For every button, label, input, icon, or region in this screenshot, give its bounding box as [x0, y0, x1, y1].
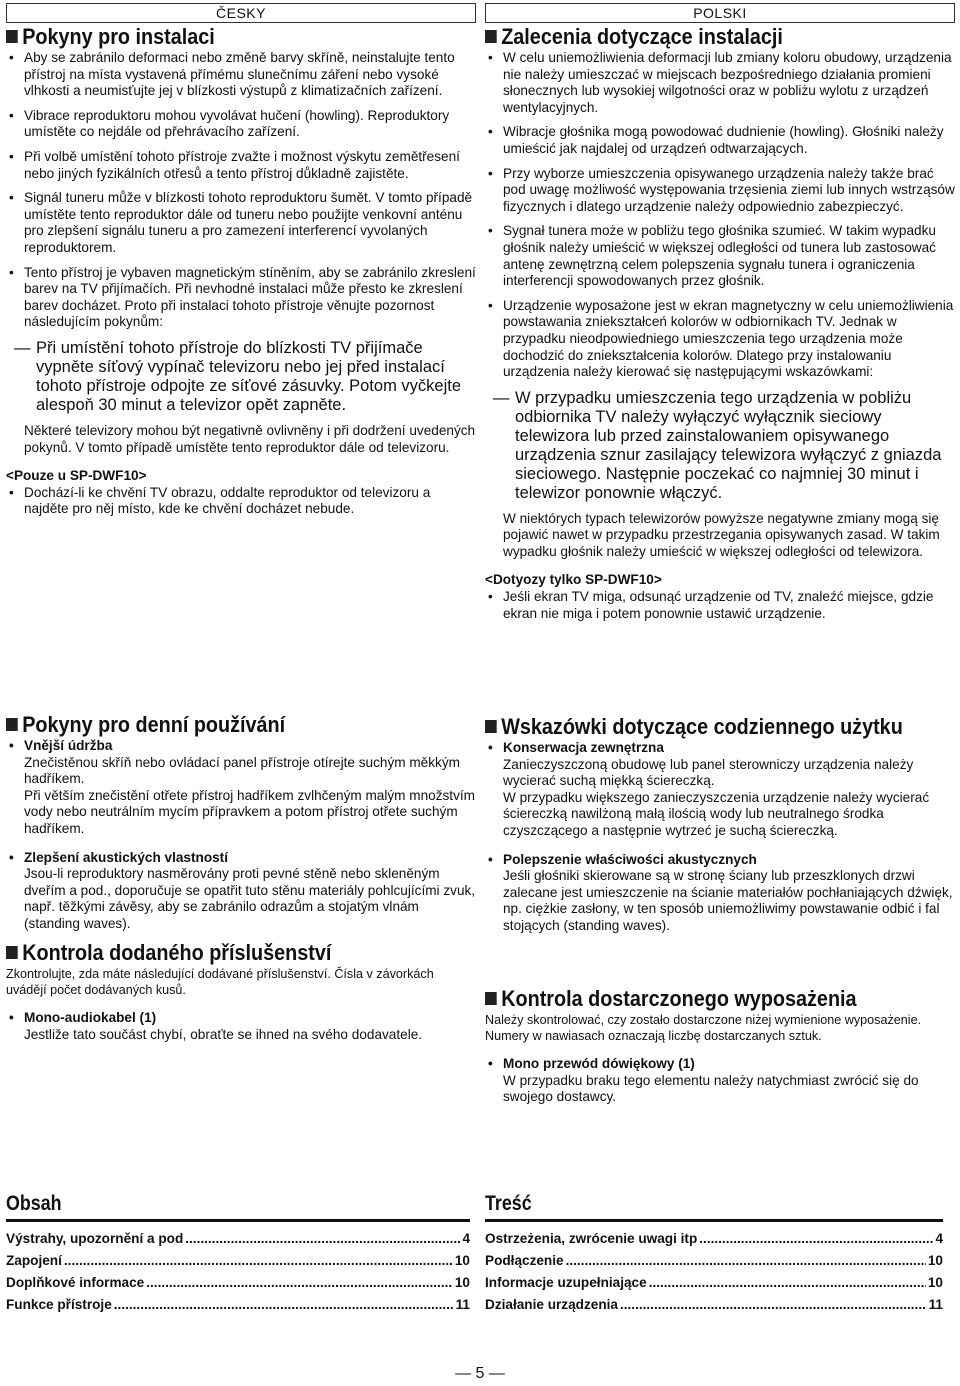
cz-daily-para-1a: Znečistěnou skříň nebo ovládací panel přístroje otírejte suchým měkkým hadříkem.: [24, 754, 460, 787]
pl-toc: [485, 1192, 943, 1316]
pl-install-bullet-2: • Wibracje głośnika mogą powodować dudnienie (howling). Głośniki należy umieścić jak najdalej od urządzeń odtwarzających.: [485, 124, 955, 157]
polish-column: [485, 0, 955, 1312]
language-label-cz: ČESKY: [6, 3, 476, 23]
cz-accessory-note: Jestliže tato součást chybí, obraťte se ihned na svého dodavatele.: [24, 1026, 423, 1042]
toc-row[interactable]: Działanie urządzenia ..... 11: [485, 1294, 943, 1316]
cz-daily-heading-1: • Vnější údržba: [6, 738, 476, 755]
pl-daily-section: [485, 714, 955, 935]
pl-toc-title: Treść: [485, 1192, 532, 1215]
pl-daily-para-1a: Zanieczyszczoną obudowę lub panel sterowniczy urządzenia należy wycierać suchą miękką ściereczką.: [503, 756, 914, 789]
cz-accessory-item: • Mono-audiokabel (1): [6, 1010, 476, 1027]
square-bullet-icon: [485, 992, 497, 1005]
toc-row[interactable]: Doplňkové informace ..... 10: [6, 1272, 470, 1294]
toc-divider: [485, 1219, 943, 1222]
cz-daily-section: [6, 712, 476, 933]
pl-install-bullet-3: • Przy wyborze umieszczenia opisywanego urządzenia należy także brać pod uwagę możliwość występowania trzęsienia ziemi lub innych wstrząsów fizycznych i dlatego urządzenie należy odpowiednio zabezpieczyć.: [485, 166, 955, 216]
language-label-pl: POLSKI: [485, 3, 955, 23]
toc-divider: [6, 1219, 470, 1222]
cz-install-bullet-2: • Vibrace reproduktoru mohou vyvolávat hučení (howling). Reproduktory umístěte co nejdále od přehrávacího zařízení.: [6, 108, 476, 141]
pl-accessories-title: Kontrola dostarczonego wyposażenia: [485, 986, 908, 1012]
cz-toc-title: Obsah: [6, 1192, 62, 1215]
pl-accessory-note: W przypadku braku tego elementu należy natychmiast zwrócić się do swojego dostawcy.: [503, 1072, 919, 1105]
pl-accessories-section: [485, 986, 955, 1106]
square-bullet-icon: [485, 30, 497, 43]
cz-accessories-intro: Zkontrolujte, zda máte následující dodávané příslušenství. Čísla v závorkách uvádějí počet dodávaných kusů.: [6, 967, 434, 997]
cz-daily-heading-2: • Zlepšení akustických vlastností: [6, 850, 476, 867]
cz-accessories-section: [6, 940, 476, 1043]
square-bullet-icon: [6, 946, 18, 959]
pl-install-dash-item: — W przypadku umieszczenia tego urządzenia w pobliżu odbiornika TV należy wyłączyć wyłącznik sieciowy telewizora lub przed zainstalowaniem opisywanego urządzenia sznur zasilający telewizora wyłączyć z gniazda sieciowego. Następnie poczekać co najmniej 30 minut i telewizor ponownie włączyć.: [493, 388, 942, 502]
square-bullet-icon: [485, 720, 497, 733]
cz-install-bullet-5: • Tento přístroj je vybaven magnetickým stíněním, aby se zabránilo zkreslení barev na TV přijímačích. Při nevhodné instalaci může přesto ke zkreslení barev docházet. Proto při instalaci tohoto přístroje věnujte pozornost následujícím pokynům:: [6, 265, 476, 331]
cz-install-dash-item: — Při umístění tohoto přístroje do blízkosti TV přijímače vypněte síťový vypínač televizoru nebo jej před instalací tohoto přístroje odpojte ze síťové zásuvky. Potom vyčkejte alespoň 30 minut a televizor opět zapněte.: [14, 338, 462, 414]
pl-model-bullet: • Jeśli ekran TV miga, odsunąć urządzenie od TV, znaleźć miejsce, gdzie ekran nie miga i potem ponownie ustawić urządzenie.: [485, 589, 955, 622]
toc-row[interactable]: Podłączenie ..... 10: [485, 1250, 943, 1272]
cz-install-note: Některé televizory mohou být negativně ovlivněny i při dodržení uvedených pokynů. V tomto případě umístěte tento reproduktor dále od televizoru.: [24, 422, 476, 455]
cz-daily-para-1b: Při větším znečistění otřete přístroj hadříkem zvlhčeným malým množstvím vody nebo neutrálním mycím přípravkem a potom přístroj otřete suchým hadříkem.: [24, 787, 475, 836]
toc-row[interactable]: Funkce přístroje ..... 11: [6, 1294, 470, 1316]
cz-install-section: [6, 24, 476, 518]
cz-install-bullet-1: • Aby se zabránilo deformaci nebo změně barvy skříně, neinstalujte tento přístroj na místa vystavená přímému slunečnímu záření nebo vysoké vlhkosti a neumisťujte jej v blízkosti výstupů z klimatizačních zařízení.: [6, 50, 476, 100]
cz-install-bullet-4: • Signál tuneru může v blízkosti tohoto reproduktoru šumět. V tomto případě umístěte tento reproduktor dále od tuneru nebo použijte venkovní anténu pro zlepšení signálu tuneru a pro zamezení interferencí vyvolaných reproduktorem.: [6, 190, 476, 256]
pl-accessory-item: • Mono przewód dówiękowy (1): [485, 1056, 955, 1073]
cz-toc: [6, 1192, 470, 1316]
cz-install-bullet-3: • Při volbě umístění tohoto přístroje zvažte i možnost výskytu zemětřesení nebo jiných fyzikálních otřesů a tento přístroj důkladně zajistěte.: [6, 149, 476, 182]
pl-accessories-intro: Należy skontrolować, czy zostało dostarczone niżej wymienione wyposażenie. Numery w nawiasach oznaczają liczbę dostarczanych sztuk.: [485, 1013, 922, 1043]
pl-daily-title: Wskazówki dotyczące codziennego użytku: [485, 714, 908, 740]
cz-install-title: Pokyny pro instalaci: [6, 24, 429, 50]
cz-model-bullet: • Dochází-li ke chvění TV obrazu, oddalte reproduktor od televizoru a najděte pro něj místo, kde ke chvění docházet nebude.: [6, 485, 476, 518]
square-bullet-icon: [6, 30, 18, 43]
pl-daily-heading-2: • Polepszenie właściwości akustycznych: [485, 852, 955, 869]
czech-column: [6, 0, 476, 1312]
cz-accessories-title: Kontrola dodaného příslušenství: [6, 940, 429, 966]
pl-install-title: Zalecenia dotyczące instalacji: [485, 24, 908, 50]
pl-model-heading: <Dotyozy tylko SP-DWF10>: [485, 572, 662, 588]
pl-install-bullet-1: • W celu uniemożliwienia deformacji lub zmiany koloru obudowy, urządzenia nie należy umieszczać w miejscach bezpośredniego działania promieni słonecznych lub wysokiej wilgotności oraz w pobliżu wylotu z urządzeń wentylacyjnych.: [485, 50, 955, 116]
cz-daily-title: Pokyny pro denní používání: [6, 712, 429, 738]
pl-install-section: [485, 24, 955, 622]
pl-install-note: W niektórych typach telewizorów powyższe negatywne zmiany mogą się pojawić nawet w przypadku przestrzegania opisywanych zasad. W takim wypadku głośnik należy umieścić w większej odległości od telewizora.: [503, 510, 940, 559]
page-number: — 5 —: [455, 1365, 505, 1382]
pl-install-bullet-4: • Sygnał tunera może w pobliżu tego głośnika szumieć. W takim wypadku głośnik należy umieścić w większej odległości od tunera lub zastosować antenę zewnętrzną celem polepszenia sygnału tunera i ograniczenia interferencji spowodowanych przez głośnik.: [485, 223, 955, 289]
toc-row[interactable]: Výstrahy, upozornění a pod ..... 4: [6, 1228, 470, 1250]
pl-daily-para-1b: W przypadku większego zanieczyszczenia urządzenie należy wycierać ściereczką nawilżoną małą ilością wody lub neutralnego środka czyszczącego a następnie wytrzeć je suchą ściereczką.: [503, 789, 930, 838]
square-bullet-icon: [6, 718, 18, 731]
toc-row[interactable]: Informacje uzupełniające ..... 10: [485, 1272, 943, 1294]
pl-daily-heading-1: • Konserwacja zewnętrzna: [485, 740, 955, 757]
toc-row[interactable]: Zapojení ..... 10: [6, 1250, 470, 1272]
cz-daily-para-2: Jsou-li reproduktory nasměrovány proti pevné stěně nebo skleněným dveřím a pod., doporučuje se opatřit tuto stěnu materiály pohlcujícími zvuk, např. těžkými závěsy, aby se zabránilo odrazům a stojatým vlnám (standing waves).: [24, 866, 476, 931]
pl-daily-para-2: Jeśli głośniki skierowane są w stronę ściany lub przeszklonych drzwi zalecane jest umieszczenie na ścianie materiałów pochłaniających dźwięk, np. ciężkie zasłony, w ten sposób uniemożliwimy powstawanie odbić i fal stojących (standing waves).: [503, 868, 953, 933]
toc-row[interactable]: Ostrzeżenia, zwrócenie uwagi itp ..... 4: [485, 1228, 943, 1250]
cz-model-heading: <Pouze u SP-DWF10>: [6, 468, 147, 484]
pl-install-bullet-5: • Urządzenie wyposażone jest w ekran magnetyczny w celu uniemożliwienia powstawania zniekształceń kolorów w odbiornikach TV. Jednak w przypadku nieodpowiedniego umieszczenia tego urządzenia może dochodzić do zniekształcenia kolorów. Dlatego przy instalowaniu urządzenia należy kierować się następującymi wskazówkami:: [485, 298, 955, 381]
